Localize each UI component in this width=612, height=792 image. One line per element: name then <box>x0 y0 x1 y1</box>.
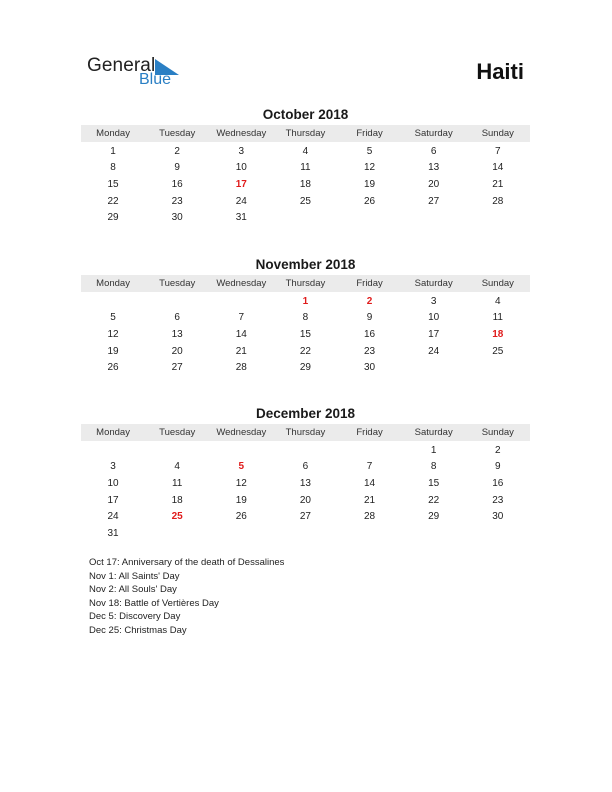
weekday-header-row <box>81 125 530 142</box>
day-cell: 25 <box>299 195 311 207</box>
day-cell: 26 <box>107 362 119 374</box>
day-cell: 14 <box>235 328 247 340</box>
day-cell: 13 <box>171 328 183 340</box>
day-cell: 19 <box>107 345 119 357</box>
day-cell: 4 <box>302 145 309 157</box>
holiday-item: Oct 17: Anniversary of the death of Dessalines <box>89 557 285 568</box>
day-cell: 15 <box>299 328 311 340</box>
weekday-label: Wednesday <box>216 427 267 438</box>
logo-general-text: General <box>87 55 156 76</box>
day-cell: 21 <box>235 345 247 357</box>
week-row <box>81 160 530 177</box>
day-cell: 22 <box>107 195 119 207</box>
weekday-label: Tuesday <box>159 427 196 438</box>
day-cell: 8 <box>110 162 116 174</box>
week-row <box>81 176 530 193</box>
day-cell: 24 <box>235 195 247 207</box>
week-row <box>81 442 530 459</box>
day-cell: 8 <box>302 312 309 324</box>
holiday-item: Nov 2: All Souls' Day <box>89 584 177 596</box>
weekday-label: Wednesday <box>216 128 267 139</box>
week-row <box>81 209 530 226</box>
day-cell: 30 <box>171 212 183 224</box>
day-cell: 13 <box>299 477 311 489</box>
day-cell: 23 <box>492 494 504 506</box>
day-cell: 15 <box>107 178 119 190</box>
logo-blue-text: Blue <box>139 71 172 88</box>
day-cell: 9 <box>495 461 501 473</box>
day-cell: 7 <box>495 145 501 157</box>
day-cell: 28 <box>364 511 376 523</box>
day-cell: 10 <box>235 162 247 174</box>
day-cell: 28 <box>492 195 504 207</box>
week-row <box>81 508 530 525</box>
day-cell: 17 <box>107 494 119 506</box>
day-cell: 29 <box>107 212 119 224</box>
day-cell: 31 <box>107 527 119 539</box>
weekday-label: Monday <box>96 278 130 289</box>
day-cell: 6 <box>302 461 309 473</box>
day-cell: 12 <box>235 477 247 489</box>
holiday-day-cell: 1 <box>302 295 309 307</box>
day-cell: 14 <box>364 477 376 489</box>
holiday-item: Dec 5: Discovery Day <box>89 611 181 623</box>
holiday-day-cell: 18 <box>492 328 504 340</box>
weekday-label: Friday <box>356 427 383 438</box>
day-cell: 19 <box>235 494 247 506</box>
week-row <box>81 193 530 210</box>
holiday-item: Nov 1: All Saints' Day <box>89 570 180 582</box>
day-cell: 24 <box>107 511 119 523</box>
week-row <box>81 293 530 310</box>
day-cell: 3 <box>430 295 437 307</box>
day-cell: 20 <box>428 178 440 190</box>
week-row <box>81 492 530 509</box>
day-cell: 16 <box>171 178 183 190</box>
day-cell: 11 <box>492 312 503 324</box>
holiday-day-cell: 2 <box>366 295 373 307</box>
day-cell: 19 <box>364 178 376 190</box>
day-cell: 14 <box>492 162 504 174</box>
weekday-header-row <box>81 275 530 292</box>
day-cell: 2 <box>174 145 180 157</box>
weekday-label: Friday <box>356 128 383 139</box>
day-cell: 21 <box>492 178 504 190</box>
month-title: October 2018 <box>262 107 349 122</box>
day-cell: 6 <box>430 145 437 157</box>
holiday-day-cell: 25 <box>171 511 183 523</box>
holiday-item: Nov 18: Battle of Vertières Day <box>89 597 219 609</box>
weekday-label: Tuesday <box>159 128 196 139</box>
day-cell: 1 <box>430 444 437 456</box>
holiday-item: Dec 25: Christmas Day <box>89 624 187 636</box>
weekday-label: Friday <box>356 278 383 289</box>
day-cell: 21 <box>364 494 376 506</box>
day-cell: 18 <box>299 178 311 190</box>
day-cell: 3 <box>238 145 245 157</box>
weekday-label: Saturday <box>414 427 453 438</box>
month-block <box>81 256 530 376</box>
day-cell: 5 <box>110 312 116 324</box>
day-cell: 10 <box>107 477 119 489</box>
day-cell: 4 <box>174 461 180 473</box>
day-cell: 31 <box>235 212 247 224</box>
holiday-day-cell: 17 <box>235 178 247 190</box>
day-cell: 22 <box>428 494 440 506</box>
weekday-header-row <box>81 424 530 441</box>
holiday-list <box>89 556 284 638</box>
day-cell: 3 <box>110 461 116 473</box>
day-cell: 22 <box>299 345 311 357</box>
day-cell: 7 <box>238 312 245 324</box>
weekday-label: Monday <box>96 427 130 438</box>
weekday-label: Wednesday <box>216 278 267 289</box>
generalblue-logo <box>87 55 187 91</box>
week-row <box>81 143 530 160</box>
day-cell: 11 <box>171 477 183 489</box>
day-cell: 9 <box>366 312 373 324</box>
day-cell: 30 <box>364 362 376 374</box>
day-cell: 29 <box>299 362 311 374</box>
day-cell: 27 <box>171 362 183 374</box>
weekday-label: Sunday <box>481 128 514 139</box>
week-row <box>81 310 530 327</box>
weekday-label: Monday <box>96 128 130 139</box>
weekday-label: Sunday <box>481 278 514 289</box>
day-cell: 10 <box>428 312 440 324</box>
holiday-day-cell: 5 <box>238 461 245 473</box>
week-row <box>81 359 530 376</box>
weekday-label: Thursday <box>285 427 326 438</box>
week-row <box>81 525 530 542</box>
week-row <box>81 343 530 360</box>
day-cell: 26 <box>364 195 376 207</box>
day-cell: 17 <box>428 328 440 340</box>
day-cell: 15 <box>428 477 440 489</box>
day-cell: 12 <box>364 162 376 174</box>
day-cell: 24 <box>428 345 440 357</box>
weekday-label: Sunday <box>481 427 514 438</box>
day-cell: 16 <box>492 477 504 489</box>
day-cell: 11 <box>300 162 311 174</box>
country-title: Haiti <box>476 59 524 84</box>
day-cell: 27 <box>428 195 440 207</box>
weekday-label: Tuesday <box>159 278 196 289</box>
day-cell: 6 <box>174 312 180 324</box>
day-cell: 30 <box>492 511 504 523</box>
weekday-label: Saturday <box>414 128 453 139</box>
day-cell: 23 <box>364 345 376 357</box>
weekday-label: Thursday <box>285 278 326 289</box>
day-cell: 28 <box>235 362 247 374</box>
month-block <box>81 405 530 542</box>
day-cell: 25 <box>492 345 504 357</box>
day-cell: 26 <box>235 511 247 523</box>
month-title: December 2018 <box>255 406 356 421</box>
day-cell: 5 <box>366 145 373 157</box>
weekday-label: Saturday <box>414 278 453 289</box>
day-cell: 29 <box>428 511 440 523</box>
day-cell: 20 <box>299 494 311 506</box>
weekday-label: Thursday <box>285 128 326 139</box>
day-cell: 9 <box>174 162 180 174</box>
day-cell: 12 <box>107 328 119 340</box>
month-title: November 2018 <box>255 257 356 272</box>
day-cell: 27 <box>299 511 311 523</box>
day-cell: 16 <box>364 328 376 340</box>
day-cell: 18 <box>171 494 183 506</box>
day-cell: 7 <box>366 461 373 473</box>
month-block <box>81 106 530 226</box>
week-row <box>81 475 530 492</box>
day-cell: 2 <box>495 444 501 456</box>
day-cell: 4 <box>495 295 501 307</box>
day-cell: 1 <box>110 145 116 157</box>
week-row <box>81 326 530 343</box>
day-cell: 8 <box>430 461 437 473</box>
day-cell: 13 <box>428 162 440 174</box>
day-cell: 20 <box>171 345 183 357</box>
day-cell: 23 <box>171 195 183 207</box>
week-row <box>81 459 530 476</box>
